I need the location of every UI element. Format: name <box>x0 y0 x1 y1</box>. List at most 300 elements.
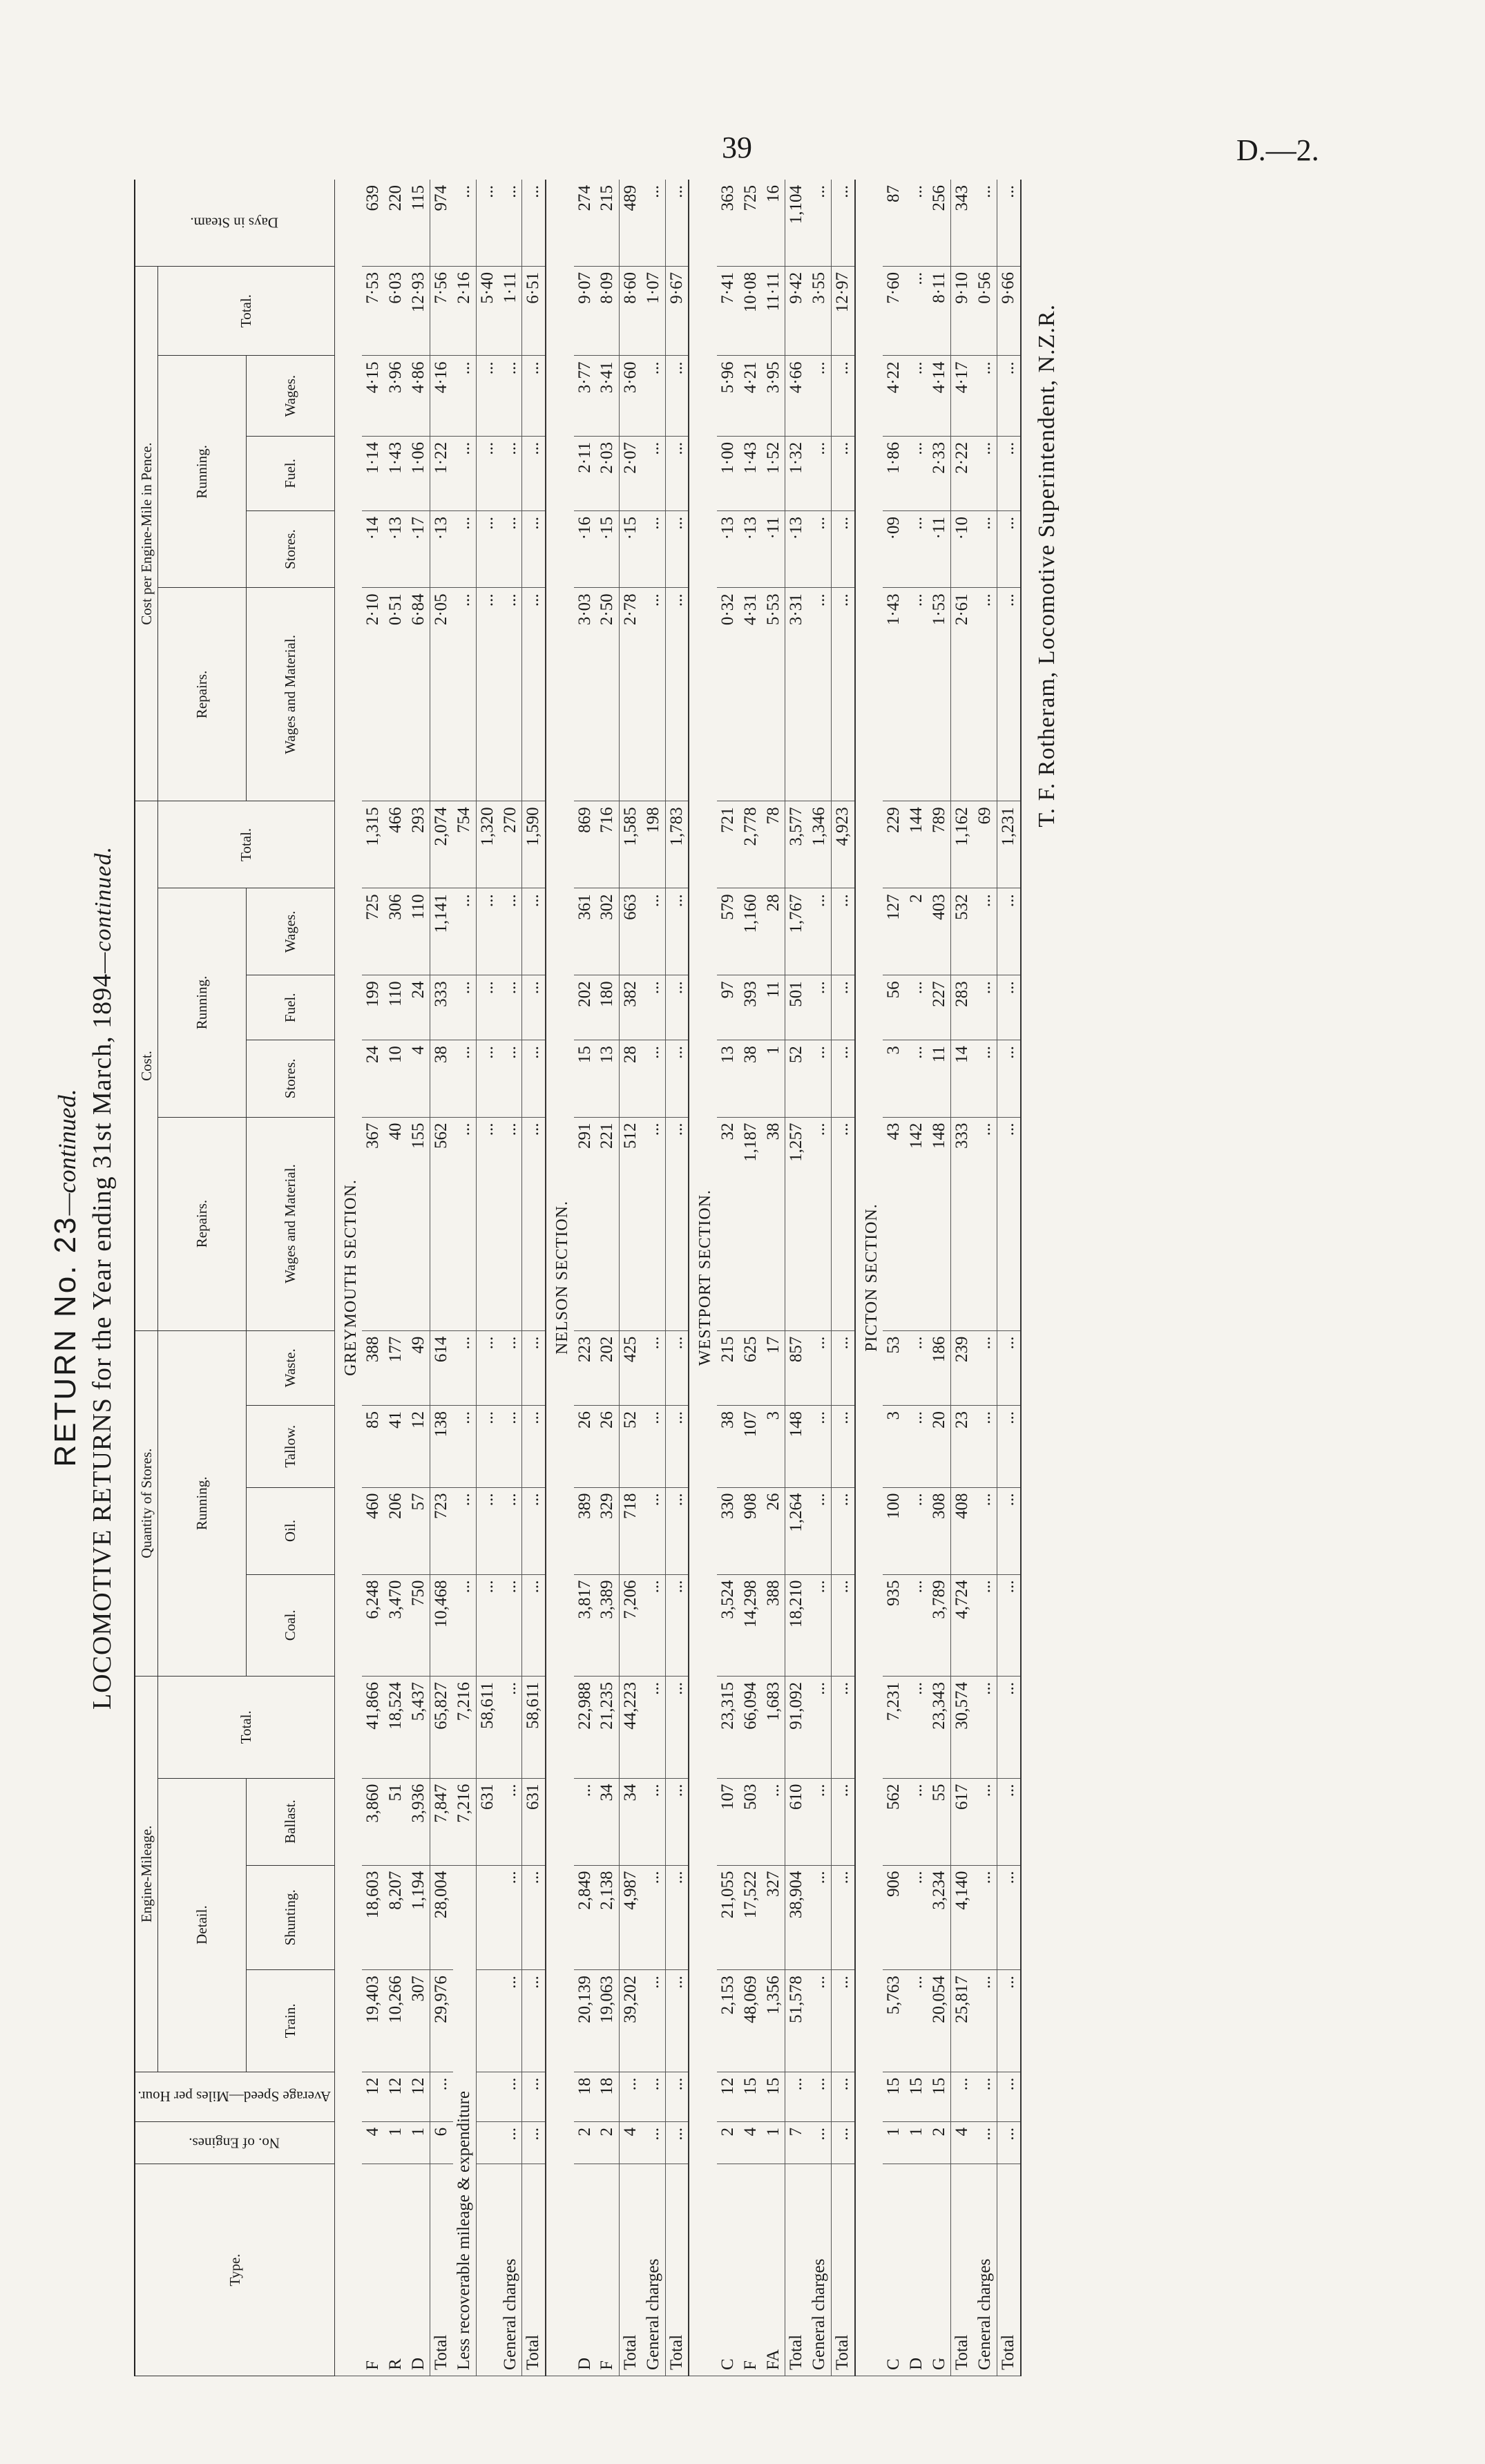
cell-oil: 908 <box>740 1487 763 1574</box>
cell-ps: ... <box>906 510 928 587</box>
cell-eng: 2 <box>596 2121 619 2164</box>
section-title-row <box>546 180 574 2376</box>
cell-shunt: ... <box>906 1865 928 1970</box>
cell-cf: 202 <box>574 975 597 1040</box>
cell-pwg: ... <box>974 356 997 436</box>
cell-tallow: 3 <box>763 1406 785 1488</box>
cell-spd: ... <box>785 2072 808 2121</box>
cell-cf: 501 <box>785 975 808 1040</box>
cell-shunt: 21,055 <box>717 1865 740 1970</box>
cell-pf: ... <box>808 436 831 510</box>
table-row <box>785 180 808 2376</box>
cell-pw: 5·53 <box>763 588 785 801</box>
cell-ct: 1,783 <box>665 801 689 888</box>
row-type: Total <box>785 2164 808 2376</box>
cell-tallow: ... <box>522 1406 546 1488</box>
cell-coal: ... <box>997 1574 1020 1677</box>
cell-cf: ... <box>831 975 854 1040</box>
cell-cs: 10 <box>385 1040 408 1117</box>
cell-ct: 1,162 <box>951 801 974 888</box>
cell-pf: ... <box>522 436 546 510</box>
cell-cw: 512 <box>620 1117 642 1330</box>
cell-pw: 3·03 <box>574 588 597 801</box>
cell-cs: 14 <box>951 1040 974 1117</box>
cell-shunt: 2,138 <box>596 1865 619 1970</box>
cell-pw: 2·05 <box>430 588 453 801</box>
cell-waste: ... <box>906 1330 928 1405</box>
cell-cw: ... <box>808 1117 831 1330</box>
cell-eng: 1 <box>883 2121 906 2164</box>
col-train: Train. <box>246 1970 334 2072</box>
cell-ct: 69 <box>974 801 997 888</box>
cell-oil: ... <box>997 1487 1020 1574</box>
cell-pw: ... <box>906 588 928 801</box>
cell-coal: ... <box>499 1574 522 1677</box>
cell-pf: 1·00 <box>717 436 740 510</box>
cell-ballast: ... <box>997 1778 1020 1865</box>
table-row <box>831 180 854 2376</box>
cell-ballast: ... <box>642 1778 665 1865</box>
cell-shunt: 38,904 <box>785 1865 808 1970</box>
col-cost-wages-material: Wages and Material. <box>246 1117 334 1330</box>
cell-waste: ... <box>453 1330 476 1405</box>
cell-pf: ... <box>642 436 665 510</box>
cell-total: 41,866 <box>362 1677 385 1779</box>
row-type: General charges <box>974 2164 997 2376</box>
cell-cs: ... <box>642 1040 665 1117</box>
cell-spd: ... <box>808 2072 831 2121</box>
cell-pw: ... <box>499 588 522 801</box>
cell-pwg: ... <box>665 356 689 436</box>
cell-tallow: 52 <box>620 1406 642 1488</box>
row-type: Total <box>522 2164 546 2376</box>
cell-ct: 293 <box>408 801 430 888</box>
cell-total: ... <box>499 1677 522 1779</box>
cell-train: 19,403 <box>362 1970 385 2072</box>
cell-shunt: 18,603 <box>362 1865 385 1970</box>
cell-total: 91,092 <box>785 1677 808 1779</box>
section-code: D.—2. <box>1236 133 1319 167</box>
cell-total: ... <box>906 1677 928 1779</box>
cell-cwg: 110 <box>408 888 430 975</box>
section-title: NELSON SECTION. <box>546 180 574 2376</box>
cell-total: 65,827 <box>430 1677 453 1779</box>
cell-days: ... <box>476 180 499 266</box>
cell-ps: ·11 <box>763 510 785 587</box>
cell-train: ... <box>665 1970 689 2072</box>
cell-train: ... <box>522 1970 546 2072</box>
cell-ps: ·11 <box>928 510 951 587</box>
cell-pt: 6·03 <box>385 266 408 356</box>
cell-ps: ... <box>808 510 831 587</box>
cell-ballast: 34 <box>596 1778 619 1865</box>
cell-pf: ... <box>997 436 1020 510</box>
cell-oil: 460 <box>362 1487 385 1574</box>
cell-pw: ... <box>665 588 689 801</box>
cell-pt: 8·09 <box>596 266 619 356</box>
cell-spd: ... <box>974 2072 997 2121</box>
cell-eng: 1 <box>763 2121 785 2164</box>
cell-total: 21,235 <box>596 1677 619 1779</box>
cell-ballast: 562 <box>883 1778 906 1865</box>
cell-days: ... <box>665 180 689 266</box>
cell-oil: ... <box>665 1487 689 1574</box>
cell-tallow: 26 <box>574 1406 597 1488</box>
cell-pt: 9·42 <box>785 266 808 356</box>
section-title: PICTON SECTION. <box>855 180 883 2376</box>
cell-pt: 1·07 <box>642 266 665 356</box>
cell-tallow: 138 <box>430 1406 453 1488</box>
col-speed: Average Speed—Miles per Hour. <box>135 2072 334 2121</box>
cell-cs: ... <box>665 1040 689 1117</box>
cell-pwg: 3·77 <box>574 356 597 436</box>
cell-pwg: ... <box>997 356 1020 436</box>
col-tallow: Tallow. <box>246 1406 334 1488</box>
cell-ct: 1,590 <box>522 801 546 888</box>
cell-eng: 6 <box>430 2121 453 2164</box>
cell-pt: 7·60 <box>883 266 906 356</box>
table-row <box>808 180 831 2376</box>
cell-eng: 2 <box>928 2121 951 2164</box>
cell-cwg: 403 <box>928 888 951 975</box>
cell-train: 39,202 <box>620 1970 642 2072</box>
cell-eng: 7 <box>785 2121 808 2164</box>
cell-pwg: 3·96 <box>385 356 408 436</box>
cell-tallow: ... <box>642 1406 665 1488</box>
cell-tallow: ... <box>906 1406 928 1488</box>
cell-pwg: 4·14 <box>928 356 951 436</box>
cell-total: 58,611 <box>476 1677 499 1779</box>
cell-waste: ... <box>808 1330 831 1405</box>
cell-pf: 1·14 <box>362 436 385 510</box>
table-heading <box>48 180 117 2376</box>
cell-pw: ... <box>808 588 831 801</box>
cell-train: 25,817 <box>951 1970 974 2072</box>
cell-cw: ... <box>642 1117 665 1330</box>
cell-tallow: 107 <box>740 1406 763 1488</box>
cell-cs: ... <box>831 1040 854 1117</box>
cell-ct: 1,231 <box>997 801 1020 888</box>
cell-oil: ... <box>642 1487 665 1574</box>
col-waste: Waste. <box>246 1330 334 1405</box>
col-pence-wages-material: Wages and Material. <box>246 588 334 801</box>
cell-days: 639 <box>362 180 385 266</box>
cell-ballast: 7,216 <box>453 1778 476 1865</box>
section-title: WESTPORT SECTION. <box>689 180 717 2376</box>
cell-waste: ... <box>974 1330 997 1405</box>
row-type: D <box>574 2164 597 2376</box>
cell-pt: 12·93 <box>408 266 430 356</box>
cell-spd: 12 <box>408 2072 430 2121</box>
cell-pwg: 3·41 <box>596 356 619 436</box>
cell-shunt: 4,987 <box>620 1865 642 1970</box>
cell-cs: 13 <box>717 1040 740 1117</box>
cell-ballast: ... <box>574 1778 597 1865</box>
cell-ct: 1,585 <box>620 801 642 888</box>
cell-eng: 2 <box>717 2121 740 2164</box>
cell-coal: ... <box>642 1574 665 1677</box>
cell-shunt: ... <box>997 1865 1020 1970</box>
cell-cs: 15 <box>574 1040 597 1117</box>
cell-eng: 4 <box>620 2121 642 2164</box>
cell-ps: ... <box>831 510 854 587</box>
cell-cs: 52 <box>785 1040 808 1117</box>
cell-cwg: ... <box>808 888 831 975</box>
cell-cw: 1,187 <box>740 1117 763 1330</box>
cell-tallow: ... <box>665 1406 689 1488</box>
col-cost-fuel: Fuel. <box>246 975 334 1040</box>
cell-pf: 1·43 <box>385 436 408 510</box>
cell-spd: 15 <box>763 2072 785 2121</box>
cell-cs: 28 <box>620 1040 642 1117</box>
cell-oil: ... <box>808 1487 831 1574</box>
cell-oil: 408 <box>951 1487 974 1574</box>
cell-eng: 1 <box>385 2121 408 2164</box>
row-type: Total <box>831 2164 854 2376</box>
cell-train: ... <box>997 1970 1020 2072</box>
cell-pt: 9·07 <box>574 266 597 356</box>
cell-cf: 24 <box>408 975 430 1040</box>
cell-cf: ... <box>476 975 499 1040</box>
cell-total: ... <box>808 1677 831 1779</box>
cell-ballast: 51 <box>385 1778 408 1865</box>
table-row <box>717 180 740 2376</box>
cell-waste: 388 <box>362 1330 385 1405</box>
cell-ct: 1,320 <box>476 801 499 888</box>
cell-shunt: ... <box>499 1865 522 1970</box>
cell-cw: 142 <box>906 1117 928 1330</box>
cell-cs: ... <box>453 1040 476 1117</box>
col-group-pence-running: Running. <box>158 356 247 588</box>
cell-cwg: 127 <box>883 888 906 975</box>
cell-coal: 3,524 <box>717 1574 740 1677</box>
cell-pf: ... <box>906 436 928 510</box>
cell-cf: 227 <box>928 975 951 1040</box>
row-type: C <box>883 2164 906 2376</box>
cell-pf: 2·03 <box>596 436 619 510</box>
cell-cs: ... <box>808 1040 831 1117</box>
cell-coal: 3,789 <box>928 1574 951 1677</box>
cell-ps: ·10 <box>951 510 974 587</box>
cell-coal: 18,210 <box>785 1574 808 1677</box>
cell-pf: 1·06 <box>408 436 430 510</box>
cell-pwg: 4·66 <box>785 356 808 436</box>
cell-oil: 26 <box>763 1487 785 1574</box>
section-title-row <box>334 180 362 2376</box>
cell-cwg: 1,767 <box>785 888 808 975</box>
cell-cwg: ... <box>522 888 546 975</box>
cell-eng: 4 <box>362 2121 385 2164</box>
row-type: Total <box>430 2164 453 2376</box>
cell-spd: 18 <box>574 2072 597 2121</box>
row-type: F <box>596 2164 619 2376</box>
cell-coal: 10,468 <box>430 1574 453 1677</box>
section-title-row <box>689 180 717 2376</box>
cell-cwg: ... <box>476 888 499 975</box>
cell-tallow: 20 <box>928 1406 951 1488</box>
cell-waste: 177 <box>385 1330 408 1405</box>
col-cost-wages: Wages. <box>246 888 334 975</box>
row-type: Total <box>997 2164 1020 2376</box>
cell-coal: ... <box>974 1574 997 1677</box>
cell-waste: 857 <box>785 1330 808 1405</box>
cell-pwg: 4·16 <box>430 356 453 436</box>
cell-waste: ... <box>831 1330 854 1405</box>
cell-train: 48,069 <box>740 1970 763 2072</box>
row-type: C <box>717 2164 740 2376</box>
cell-waste: 186 <box>928 1330 951 1405</box>
cell-train: 20,139 <box>574 1970 597 2072</box>
cell-days: 974 <box>430 180 453 266</box>
cell-ps: ·13 <box>785 510 808 587</box>
cell-train: ... <box>499 1970 522 2072</box>
cell-total: 66,094 <box>740 1677 763 1779</box>
cell-days: ... <box>642 180 665 266</box>
cell-cs: ... <box>997 1040 1020 1117</box>
col-group-cost-running: Running. <box>158 888 247 1117</box>
cell-cs: 1 <box>763 1040 785 1117</box>
cell-cw: 40 <box>385 1117 408 1330</box>
page-header <box>0 130 1485 178</box>
cell-pf: ... <box>974 436 997 510</box>
cell-days: 343 <box>951 180 974 266</box>
cell-oil: ... <box>831 1487 854 1574</box>
col-group-engine-mileage: Engine-Mileage. <box>135 1677 158 2072</box>
cell-coal: ... <box>808 1574 831 1677</box>
row-type: General charges <box>499 2164 522 2376</box>
cell-days: ... <box>499 180 522 266</box>
cell-days: 215 <box>596 180 619 266</box>
cell-cf: ... <box>522 975 546 1040</box>
cell-pwg: 5·96 <box>717 356 740 436</box>
cell-cf: 11 <box>763 975 785 1040</box>
cell-spd: 12 <box>362 2072 385 2121</box>
cell-cs: ... <box>476 1040 499 1117</box>
cell-tallow: 3 <box>883 1406 906 1488</box>
cell-cwg: 306 <box>385 888 408 975</box>
cell-ballast: ... <box>808 1778 831 1865</box>
table-row <box>740 180 763 2376</box>
cell-days: ... <box>522 180 546 266</box>
cell-coal: 388 <box>763 1574 785 1677</box>
col-pence-wages: Wages. <box>246 356 334 436</box>
cell-total: 7,231 <box>883 1677 906 1779</box>
cell-spd: ... <box>430 2072 453 2121</box>
cell-cs: 11 <box>928 1040 951 1117</box>
section-title-row <box>855 180 883 2376</box>
cell-total: 18,524 <box>385 1677 408 1779</box>
cell-pt: 8·60 <box>620 266 642 356</box>
cell-total: 58,611 <box>522 1677 546 1779</box>
cell-shunt: 2,849 <box>574 1865 597 1970</box>
cell-pw: ... <box>522 588 546 801</box>
table-row <box>522 180 546 2376</box>
cell-pwg: ... <box>808 356 831 436</box>
cell-eng: ... <box>499 2121 522 2164</box>
row-type: Total <box>665 2164 689 2376</box>
cell-pt: 11·11 <box>763 266 785 356</box>
cell-cw: 38 <box>763 1117 785 1330</box>
cell-pf: 2·33 <box>928 436 951 510</box>
cell-spd: 15 <box>740 2072 763 2121</box>
cell-pwg: 4·86 <box>408 356 430 436</box>
cell-pf: ... <box>453 436 476 510</box>
cell-oil: 389 <box>574 1487 597 1574</box>
cell-cw: 291 <box>574 1117 597 1330</box>
cell-tallow: ... <box>831 1406 854 1488</box>
cell-total: ... <box>665 1677 689 1779</box>
cell-train: 10,266 <box>385 1970 408 2072</box>
table-row <box>763 180 785 2376</box>
col-pence-fuel: Fuel. <box>246 436 334 510</box>
cell-pt: ... <box>906 266 928 356</box>
row-type: D <box>906 2164 928 2376</box>
cell-cw: ... <box>831 1117 854 1330</box>
cell-ps: ·13 <box>740 510 763 587</box>
cell-total: 30,574 <box>951 1677 974 1779</box>
cell-pwg: 4·17 <box>951 356 974 436</box>
cell-ballast: ... <box>665 1778 689 1865</box>
cell-train: ... <box>974 1970 997 2072</box>
cell-total: ... <box>642 1677 665 1779</box>
table-row <box>574 180 597 2376</box>
cell-spd: 15 <box>883 2072 906 2121</box>
cell-shunt: ... <box>642 1865 665 1970</box>
cell-eng: ... <box>808 2121 831 2164</box>
cell-cwg: 1,141 <box>430 888 453 975</box>
row-type: Less recoverable mileage & expenditure <box>453 1865 476 2376</box>
cell-ct: 198 <box>642 801 665 888</box>
cell-cf: ... <box>642 975 665 1040</box>
cell-shunt: ... <box>665 1865 689 1970</box>
cell-pf: 1·52 <box>763 436 785 510</box>
cell-pw: ... <box>997 588 1020 801</box>
cell-cf: 393 <box>740 975 763 1040</box>
cell-cw: 333 <box>951 1117 974 1330</box>
cell-days: 489 <box>620 180 642 266</box>
cell-cwg: 725 <box>362 888 385 975</box>
cell-tallow: 23 <box>951 1406 974 1488</box>
row-type: General charges <box>808 2164 831 2376</box>
cell-cf: 110 <box>385 975 408 1040</box>
cell-cwg: 28 <box>763 888 785 975</box>
cell-days: 87 <box>883 180 906 266</box>
cell-cf: 180 <box>596 975 619 1040</box>
cell-waste: ... <box>476 1330 499 1405</box>
cell-pwg: 4·15 <box>362 356 385 436</box>
cell-pt: 7·53 <box>362 266 385 356</box>
page-number: 39 <box>722 131 752 164</box>
cell-pf: ... <box>831 436 854 510</box>
cell-pt: 7·41 <box>717 266 740 356</box>
cell-cf: ... <box>499 975 522 1040</box>
cell-spd: 12 <box>717 2072 740 2121</box>
cell-pwg: ... <box>642 356 665 436</box>
cell-pw: 4·31 <box>740 588 763 801</box>
cell-oil: 308 <box>928 1487 951 1574</box>
cell-cw: 43 <box>883 1117 906 1330</box>
cell-pw: ... <box>642 588 665 801</box>
cell-oil: 723 <box>430 1487 453 1574</box>
cell-cw: 148 <box>928 1117 951 1330</box>
table-row <box>385 180 408 2376</box>
cell-spd: ... <box>997 2072 1020 2121</box>
cell-oil: ... <box>974 1487 997 1574</box>
table-row <box>997 180 1020 2376</box>
cell-coal: 14,298 <box>740 1574 763 1677</box>
cell-coal: ... <box>476 1574 499 1677</box>
cell-days: ... <box>831 180 854 266</box>
